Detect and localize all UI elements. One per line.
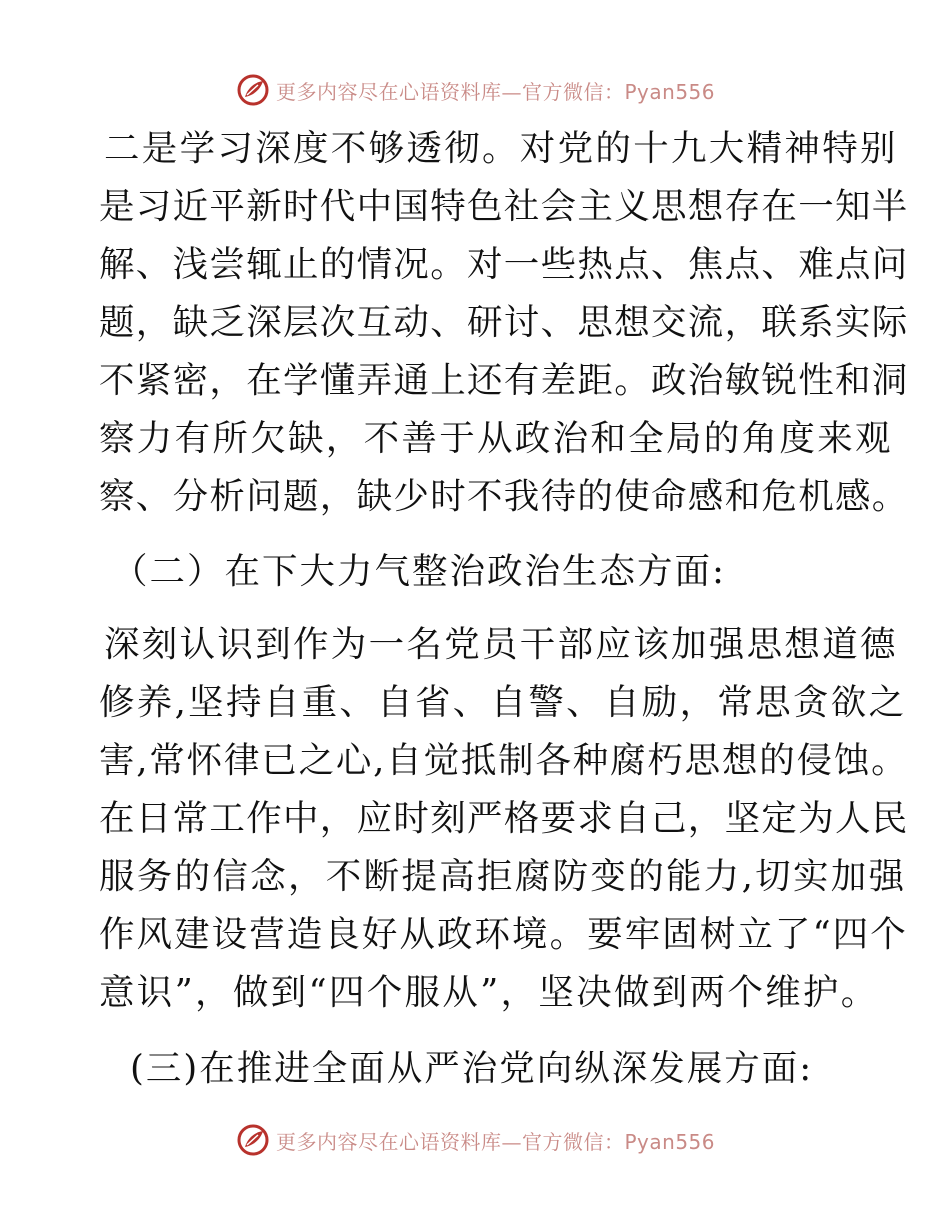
section-heading-3: (三)在推进全面从严治党向纵深发展方面: (130, 1048, 814, 1089)
text-line: 二是学习深度不够透彻。对党的十九大精神特别 (104, 128, 898, 169)
text-line: 害,常怀律已之心,自觉抵制各种腐朽思想的侵蚀。 (99, 740, 909, 781)
text-line: 是习近平新时代中国特色社会主义思想存在一知半 (99, 186, 909, 227)
text-line: 在日常工作中，应时刻严格要求自己，坚定为人民 (99, 798, 909, 839)
footer-watermark (236, 1122, 715, 1158)
watermark-contact: Pyan556 (624, 79, 716, 104)
text-line: 察力有所欠缺，不善于从政治和全局的角度来观 (99, 418, 893, 459)
header-watermark (236, 72, 715, 108)
text-line: 察、分析问题，缺少时不我待的使命感和危机感。 (99, 476, 909, 517)
text-line: 修养,坚持自重、自省、自警、自励，常思贪欲之 (99, 682, 907, 723)
watermark-text: 更多内容尽在心语资料库—官方微信：Pyan556 (276, 79, 716, 104)
text-line: 作风建设营造良好从政环境。要牢固树立了“四个 (99, 914, 908, 955)
leaf-pen-logo-icon (236, 1123, 270, 1157)
watermark-text: 更多内容尽在心语资料库—官方微信：Pyan556 (276, 1129, 716, 1154)
section-heading-2: （二）在下大力气整治政治生态方面: (112, 551, 726, 592)
watermark-contact: Pyan556 (624, 1129, 716, 1154)
text-line: 题，缺乏深层次互动、研讨、思想交流，联系实际 (99, 302, 909, 343)
text-line: 服务的信念，不断提高拒腐防变的能力,切实加强 (99, 856, 907, 897)
text-line: 意识”，做到“四个服从”，坚决做到两个维护。 (99, 972, 879, 1013)
text-line: 深刻认识到作为一名党员干部应该加强思想道德 (104, 624, 898, 665)
text-line: 解、浅尝辄止的情况。对一些热点、焦点、难点问 (99, 244, 909, 285)
text-line: 不紧密，在学懂弄通上还有差距。政治敏锐性和洞 (99, 360, 909, 401)
leaf-pen-logo-icon (236, 73, 270, 107)
